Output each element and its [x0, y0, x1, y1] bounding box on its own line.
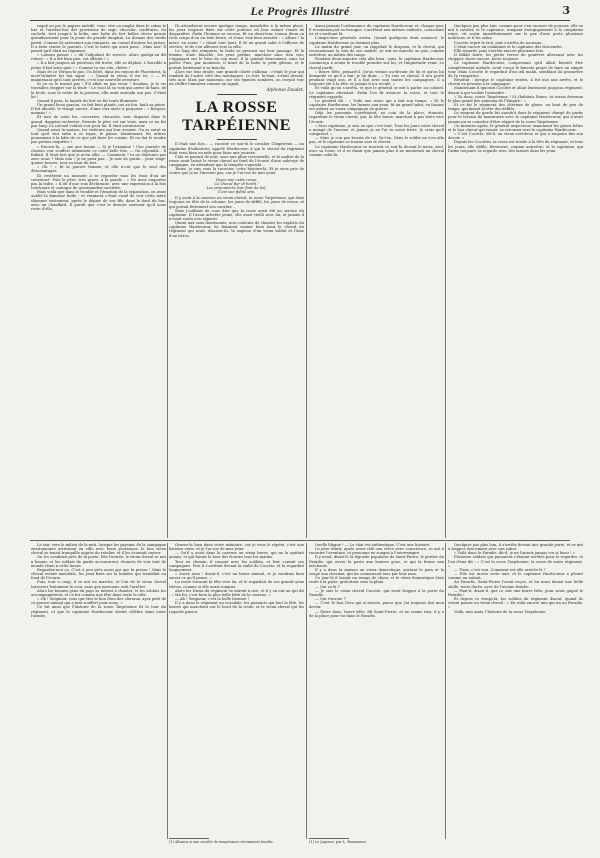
paragraph: Le capitaine Hardecœur se trouvait ce soir-là devant le mess, seul, avec sa rosse, et il se disait que jamais plus il ne monterait un cheval comme celui-là.	[309, 144, 444, 157]
verse-line: Les prisonniers leur font de bol,	[206, 185, 267, 190]
lower-column-1	[31, 543, 166, 839]
paragraph: — Ah ! Seigneur, c'est la belle histoire !	[175, 597, 250, 602]
paragraph: Le sergent de garde fut aussitôt dans le régiment chargé de partir pour le terrain de manœuvre avec le capitaine Hardecœur, qui n'avait jamais pu se consoler d'être séparé de la rosse Tarpéienne.	[448, 111, 583, 124]
paragraph: Il y a dans la maison un vieux domestique, portant le pain et la soupe aux chevaux, qui les connaissait tous par leur nom.	[309, 567, 444, 577]
paragraph: Quelle blague ! — Le chat est authentique. C'est une histoire.	[315, 543, 431, 547]
paragraph: Il était une fois... — raconte ce soir-là le cavalier Chapitreux — un capitaine d'infanterie, appelé Hardecœur, à qui le cheval du régiment était venu bien en aide pour faire une journée.	[169, 142, 304, 155]
lower-column-4	[448, 543, 583, 839]
paragraph: Le capitaine Hardecœur, comprenant qu'il allait bientôt être complètement malade, avait conçu le funeste projet de faire un simple tour. Mais Cocotte le regardait d'un œil malin, semblant lui promettre de l'y remporter...	[448, 61, 583, 78]
paragraph: On les conduisit près de la porte. Dès l'entrée, le vieux cheval se mit à hennir, et les soldats de garde accoururent, étonnés de voir tant de monde réuni à cette heure.	[31, 555, 166, 568]
lower-column-2	[169, 543, 304, 839]
paragraph: — Je suis le vieux cheval Cocotte, qui vient frapper à la porte du Paradis.	[309, 588, 444, 597]
paragraph: Quand il para, la façade du fort en fut toute illuminée.	[37, 98, 139, 103]
paragraph: Elle repartit, puis s'arrêta encore plusieurs fois.	[454, 48, 544, 53]
paragraph: Maintenant il ignorait Cocotte et allait lentement jusqu'au régiment, disant à qui voulait l'entendre :	[448, 86, 583, 95]
paragraph: Résultat : lorsque le capitaine rentra, il fut mis aux arrêts, et le cheval en pension à la campagne.	[448, 78, 583, 87]
paragraph: Au Paradis, Saint-Pierre l'avait reçue, et lui avait donné une belle stalle, toute dorée, avec de l'avoine fraîche.	[448, 580, 583, 589]
paragraph: Quant aux sous-lieutenants, non contents de chanter les exploits du capitaine Hardecœur, ils faisaient sonner bien haut le cheval du régiment qui avait, disaient-ils, la sagesse d'un vieux soldat et l'âme d'un héros.	[169, 221, 304, 238]
paragraph: — Qui t'envoie ?	[315, 597, 346, 602]
column-rule	[167, 543, 168, 839]
paragraph: Pendant deux minutes cela alla bien : puis, le capitaine Hardecœur commença à sentir le trouble prendre sur lui, et l'inquiétude venir. Le cheval partit.	[309, 57, 444, 70]
footnote-left: (1) Allusion à une société de tempérance récemment fondée.	[169, 840, 274, 844]
upper-column-4	[448, 24, 583, 536]
paragraph: La rosse tournait la tête vers lui, et le regardait de ses grands yeux tristes, comme si elle avait compris.	[169, 580, 304, 589]
paragraph: Tout en chemin, il causait avec les soldats, et leur contait ses campagnes. Puis il s'arrêtait devant la stalle de Cocotte, et la regardait longuement.	[169, 559, 304, 572]
paragraph: Et depuis ce temps-là, les soldats du régiment disent, quand ils voient passer un vieux cheval : « En voilà encore une qui ira au Paradis. »	[448, 597, 583, 610]
paragraph: « Mon capitaine, je suis au que c'est tout. Tous les jours votre cheval a mangé de l'avoine, et jamais je ne l'ai vu aussi triste. Je crois qu'il comprend. »	[309, 123, 444, 137]
paragraph: Il y a dans le régiment un scandale, les passants qui font la fête, les barres qui marchent sur le bord de la route, et le vieux cheval qui les regarde passer.	[169, 601, 304, 614]
paragraph: Il y avait, disait-il, la légende populaire de Saint-Pierre, le portier du Paradis, qui ouvre la porte aux bonnes gens, et qui la ferme aux méchants.	[309, 555, 444, 568]
paragraph: — C'est le bon Dieu qui m'envoie, parce que j'ai toujours fait mon devoir.	[309, 601, 444, 610]
paragraph: Ce jour-là il faisait un temps de chien, et le vieux domestique était resté à la porte, grelottant sous la pluie.	[309, 576, 444, 585]
paragraph: « Voilà donc le Paradis, dit-il, je ne l'aurais jamais cru si beau ! »	[454, 551, 575, 556]
paragraph: « Il a fait jusques au pourtour, dit trotte, elle se déploie. L'horrible à peine il fait tenir gaie ! » Comme tu vas vite, chérie !	[31, 61, 166, 70]
paragraph: Alors les bonnes gens du pays se mirent à chanter, et les soldats les accompagnèrent, et ce fut comme une fête dans toute la ville.	[31, 588, 166, 597]
paragraph: Aussi pensait l'ordonnance du capitaine Hardecœur, et, chaque jour, il recommençait sa besogne, s'arrêtant aux mêmes endroits, caracolant ici et s'arrêtant là.	[309, 24, 444, 37]
paragraph: L'inspection générale arriva. Quand quelqu'un était annoncé, le capitaine Hardecœur se dormait plus.	[309, 36, 444, 45]
lower-column-3	[309, 543, 444, 839]
paragraph: « Oh ! » fit la pauvre femme, et elle n'eut que le seul des désavantages.	[31, 165, 166, 174]
paragraph: — Qu'il y avait dans la caserne un vieux brave, qui ne la quittait jamais, et qui faisait le tour des écuries tous les matins.	[169, 551, 304, 560]
column-rule	[445, 24, 446, 538]
masthead	[30, 4, 570, 21]
story-verse	[169, 178, 304, 195]
paragraph: Ce fut ainsi que l'histoire de la rosse Tarpéienne fit le tour du régiment, et que le capitaine Hardecœur devint célèbre dans toute l'armée.	[31, 605, 166, 618]
paragraph: Un minutes après, le général inspecteur, examinant les grises bêtes et le bon cheval qui venait, se retourna vers le capitaine Hardecœur.	[448, 123, 583, 132]
paragraph: Quelques pas plus loin, il s'arrêta devant une grande porte, et se mit à frapper doucement avec son sabot.	[448, 543, 583, 552]
upper-column-2	[169, 24, 304, 536]
upper-col4-text	[448, 24, 583, 153]
newspaper-title: Le Progrès Illustré	[250, 4, 350, 18]
paragraph: Le soir, vers le milieu de la nuit, lorsque les paysans de la campagne environnante arrivaient en ville avec leurs provisions, le bon vieux cheval se tenait tranquille auprès du ratelier, et il les écoutait causer.	[31, 543, 166, 556]
paragraph: Depuis les Cocottes, la rosse est restée à la tête du régiment, et tous les jours, elle défile, fièrement, comme autrefois, et le capitaine, qui l'aime toujours, la regarde avec des larmes dans les yeux.	[448, 140, 583, 153]
paragraph: Et voilà qu'on s'arrêta, et que le général se mit à parler au colonel. Le capitaine attendait. Enfin l'on fit avancer la rosse, et tout le régiment regarda.	[309, 86, 444, 99]
paragraph: « Encore-là, — me une bonne — Si je l'examine ! Une journée de chaises voir souffert infiniment ce cette belle fois. — Ou répondit... Il fuibait. Il était fort que je m'en allie. — Comment ? tu ne déjeunes pas avec nous ? Mais non ! je ne peux pas... Je suis de garde... pour vingt-quatre heures, tout au haut du fort.	[31, 144, 166, 166]
paragraph: Cela se passait de nuit, sous une pluie torrentielle, et le maître de la rosse avait laissé le vieux cheval au fond de l'écurie d'une auberge de campagne, en attendant que la tempête s'apaisât...	[169, 154, 304, 168]
paragraph: Mais voilà que dans le trouble et l'émotion de la séparation, on avait oublié la fameuse boîte ; et vraiment c'était cruel de voir cette mère tâtonner tristement, après le départ de son fils, dans le fond du bas, avec un chauffard. Il paraît que c'est le dernier souvenir qu'il nous reste d'elle.	[31, 190, 166, 211]
paragraph: Tenez, je vais vous la raconter, cette histoire-là. Et je vous prie de croire que je ne l'invente pas, car je l'ai vue de mes yeux.	[169, 167, 304, 176]
upper-column-1	[31, 24, 166, 536]
story-title: LA ROSSE TARPÉIENNE	[182, 99, 291, 135]
paragraph: C'était encore un estaminet et le capitaine dut descendre.	[454, 44, 563, 49]
paragraph: Gravez-le bien dans votre mémoire, car je vous le répète, c'est une histoire vraie, et je l'ai vue de mes yeux.	[169, 543, 304, 552]
paragraph: « Laissez passer ! » dit l'adjudant de service. Alors quelqu'un dit refuse : « Il a été bien pris, vot officier ! »	[31, 53, 166, 62]
footnote-rule	[169, 838, 209, 839]
paragraph: Le long des remparts, la foule se pressait sur leur passage. Et la femme, toute blanche, les yeux perdus, marchait sans rien voir, s'appuyant sur le bras de son mari. Il la guidait doucement, sans lui parler. Puis, par moments, il tirait de la boîte le petit gâteau, et le portait lentement à sa bouche.	[169, 48, 304, 70]
paragraph: Plusieurs soldats qui passaient s'étaient arrêtés pour le regarder, et l'un d'eux dit : « C'est la rosse Tarpéienne, la rosse de notre régiment. »	[448, 555, 583, 568]
lower-col3-text	[309, 543, 444, 618]
paragraph: Le matin du grand jour, on rappelait le drapeau, et le cheval, qui reconnaissait la voix de son maître, se mit en marche au pas, comme autrefois, au milieu des rangs.	[309, 44, 444, 58]
paragraph: Le général dit : « Voilà une rosse qui a fait son temps. » Et le capitaine Hardecœur, les larmes aux yeux, fit un grand salut, en faisant ses adieux au vieux compagnon de guerre.	[309, 98, 444, 112]
section-rule	[30, 540, 570, 541]
paragraph: Un grand beau garçon, vu fait bien planté, cas au fou, fault sa génie. Il fut abordé, le visage ouvert, d'une voix aisée à purposer : « Bonjour, maman ! »	[31, 102, 166, 116]
column-rule	[306, 24, 307, 538]
title-underline	[217, 139, 257, 140]
verse-line: C'est son fidèle ami.	[217, 190, 256, 195]
paragraph: Déjà les passants s'arrêtaient, au coin de la place, étonnés, regardant le vieux cheval, qui, la tête basse, marchait à pas lents vers l'écurie.	[309, 111, 444, 124]
paragraph: Le père Martí, après avoir vidé son verre avec conscience, se mit à raconter l'aventure, et personne ne songea à l'interrompre.	[309, 547, 444, 556]
upper-column-3	[309, 24, 444, 536]
paragraph: « Brave bête, pensait-il. Qu'on vienne au-devant de lui et qu'on lui demande ce qu'il a fait, je lui dirai : « Tu vois ce cheval, il m'a porté pendant vingt ans, et il a fait avec moi toutes les campagnes, il a toujours été à la tête, et jamais il n'a reculé. »	[309, 69, 444, 87]
story-text-col2b	[169, 196, 304, 238]
paragraph: — Entre donc, brave bête, dit Saint-Pierre, et ne crains rien, il y a de la place pour toi dans le Paradis.	[309, 609, 444, 618]
paragraph: Il y avait à la caserne un vieux cheval, la rosse Tarpéienne, qui était toujours en tête de la colonne, les jours de défilé, les jours de revue, et qui portait fièrement son cavalier...	[169, 196, 304, 209]
footnote-right: (1) Le Jugeuse, par L. Roumanou.	[309, 840, 367, 844]
paragraph: Voilà, mes amis, l'histoire de la rosse Tarpéienne.	[454, 609, 547, 614]
paragraph: Mais j'oubliais de vous dire que la rosse avait été au service du capitaine. Il l'avait achetée jeune, elle avait vieilli avec lui, et jamais il n'avait voulu s'en séparer.	[169, 208, 304, 221]
verse-line: Voyez-moi cette rosse,	[215, 177, 258, 182]
paragraph: Cocotte reprit le trot, puis s'arrêta de nouveau.	[454, 40, 543, 45]
page-number: 3	[562, 4, 570, 17]
upper-col2-text	[169, 24, 304, 86]
lower-col2-text	[169, 543, 304, 614]
paragraph: Alors sur leur droite, une grande clarté s'alluma : c'était le jour qui tombait de l'autre côté des montagnes. Le fort, là-haut, s'était dressé, très noir. Mais par moments, sur ses épaules sombres, on croyait voir un chiffre lumineux comme un signal.	[169, 69, 304, 87]
paragraph: « Oh ! Seigneur, vous qui êtes le bon Dieu des chevaux, ayez pitié de ce pauvre animal qui a tant souffert pour nous. »	[31, 597, 166, 606]
story-signature: Alphonse Daudet.	[266, 87, 304, 93]
paragraph: Puis, tout à coup, il se mit en marche, et l'on vit le vieux cheval traverser lentement la cour, sans que personne osât l'arrêter.	[31, 580, 166, 589]
paragraph: — Qui va là ?	[315, 584, 340, 589]
story-text-col2a	[169, 142, 304, 175]
footnote-rule	[309, 838, 349, 839]
column-rule	[167, 24, 168, 538]
paragraph: — Mais je n'ai pas besoin de toi. Va-t'en. Mais le soldat ne s'en alla pas, et le capitaine se tourna vers le cheval.	[309, 136, 444, 145]
paragraph: — Tiens, c'est vrai. Comment est-elle arrivée là ?	[454, 567, 546, 572]
upper-col3-text	[309, 24, 444, 157]
paragraph: « Sacré nom ! disait-il, c'est un brave animal, et je voudrais bien savoir ce qu'il pense. »	[169, 572, 304, 581]
paragraph: — Elle est morte cette nuit, et le capitaine Hardecœur a pleuré comme un enfant.	[448, 572, 583, 581]
paragraph: « Va donc, rosse Tarpéienne ! Si j'habitais Rome, tu serais devenue le plus grand des animaux de l'Empire ! »	[448, 94, 583, 103]
paragraph: Et ce fut le régiment des chevaux de gloire, au bout de peu de temps, qui faisait la tête des défilés.	[448, 102, 583, 112]
column-rule	[306, 543, 307, 839]
column-rule	[445, 543, 446, 839]
paragraph: Ils attendirent encore quelque temps, immobiles à la même place, les yeux toujours fixés sur cette poterne où leur enfant venait de disparaître. Enfin l'homme se secoua, fit un demi-tour, toussa deux ou trois coups d'un air très brave, et d'une voix bien assurée : « Allons ! la mère, en route ! » disait tout haut. Il fit un grand salut à l'officier de service, et ils s'en allèrent vers la ville.	[169, 24, 304, 49]
lower-col1-text	[31, 543, 166, 618]
paragraph: Quelques pas plus loin, comme pour s'en excuser de pousser, elle se mit à cavaler, et le capitaine, rompant énergiquement à la cinquième reine, vit sortir immédiatement sur le pas d'une porte plusieurs miliciens, et il les salua.	[448, 24, 583, 41]
paragraph: Ils restèrent un moment à se regarder tous les trois d'un air consterné. Puis le père, très grave, à la parole : « Ne nous emportes pas la boîte, » il dit d'une voix déchirante, avec une expression à la fois touchante et comique de gourmandise sacrifiée.	[31, 173, 166, 191]
paragraph: Mais de ce Vérnon-là pas. Un hôtel, dans les rayons de Placement, la mort-Valmère fut fait signe : « Quand tu viens, il est ici. » — Et maintenant qu'il sont arrivés, c'est une nouvelle aventure.	[31, 69, 166, 83]
paragraph: Et tout de suite les, couvertes, chaussés, tout disparut dans le grand, dappées-orchestre. Ensuite le père est sur trois, mais ce ne fut pas long. Le colonel voulait voir pour lui. Il était envahisseur.	[31, 115, 166, 128]
paragraph: Alors les Dieux du régiment se mirent à rire, et il y en eut un qui dit : « Ma foi, c'est bien la plus belle bête de la caserne. »	[169, 588, 304, 597]
paragraph: raqué au pro le papyro anéidé, voue, vite ou emplir dans le cabas le bas et l'arrière-bas des provisions de sage, chocolat, confitures, du cachchi, tout jusqu'à la boîte, une boîte de fort belles vivres garnie grandissement pour la jeune du grande dauphin. La douane des vuidis partit. Comme ils arrivaient aux remparts, un consul d'entrer les prises. Il a faite renter le parents. C'est le mère qui avait pour... Mais nos! Il paraît qu'il était au régiment.	[31, 24, 166, 53]
lower-col4-text	[448, 543, 583, 614]
section-divider	[217, 94, 257, 95]
paragraph: — Faut-il, disait-il, que ce soit une brave bête, pour avoir gagné le Paradis !	[448, 588, 583, 597]
upper-col1-text	[31, 24, 166, 211]
paragraph: Il fallait boire, les petits verres de genièvre alternant avec les choppes, boire encore, boire toujours.	[448, 53, 583, 62]
paragraph: « C'est Cocotte, dit-il, un vieux serviteur, et qui a toujours fait son devoir. »	[448, 132, 583, 141]
verse-line: Ce cheval fier et hardi !	[214, 181, 259, 186]
paragraph: Regardez-moi ça. C'est à peu près aussi gai que la prison ! Mais le cheval restait immobile, les yeux fixés sur la lumière qui tremblait au fond de l'écurie.	[31, 567, 166, 581]
paragraph: Quand aussi la maison, les visiteurs qui leur avaient. On es entré sa tout qu'il vint enfin à ce repas, le palais. Maintenant, les arbres poussaient à la hâte de ce que pût faire les voisins. Et on dut le tendre par petites enquêtes !	[31, 127, 166, 145]
paragraph: Si on sa le travail pas ! S'il allait ne pas venir ! Soudain, je le vis travailler, frapper sur la foule ! Le voici là sa voix qui arrive là-haut, de la foule, sous la voûte de la poterne, elle avait entendu son pas. C'était lui !	[31, 82, 166, 99]
